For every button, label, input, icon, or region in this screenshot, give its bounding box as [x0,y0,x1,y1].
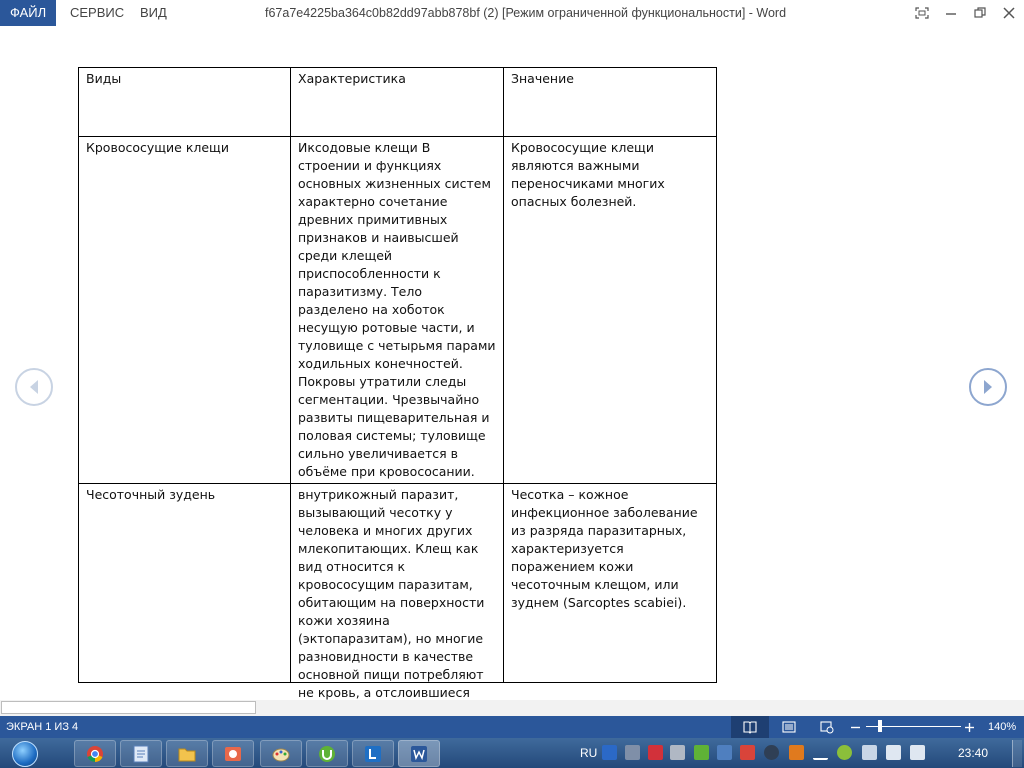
taskbar-lync[interactable] [352,740,394,767]
menu-file[interactable]: ФАЙЛ [0,0,56,26]
tray-tools-icon[interactable] [717,745,732,760]
start-button[interactable] [6,740,44,768]
zoom-out-button[interactable] [848,716,862,738]
volume-icon[interactable] [910,745,925,760]
window-title: f67a7e4225ba364c0b82dd97abb878bf (2) [Режим ограниченной функциональности] - Word [265,6,787,20]
tray-app2-icon[interactable] [789,745,804,760]
zoom-in-icon [965,723,974,732]
next-screen-icon [981,379,995,395]
folder-icon [178,746,196,762]
tray-app-icon[interactable] [670,745,685,760]
utorrent-icon [318,745,336,763]
clock[interactable]: 23:40 [958,746,989,760]
chrome-icon [86,745,104,763]
read-mode-button[interactable] [731,716,769,738]
word-icon [410,745,428,763]
taskbar-word[interactable] [398,740,440,767]
web-layout-icon [820,721,834,733]
menu-service[interactable]: СЕРВИС [70,5,125,20]
update-icon[interactable] [837,745,852,760]
taskbar-media[interactable] [212,740,254,767]
document-page[interactable] [0,26,1024,700]
minimize-icon [945,7,957,19]
shield-icon[interactable] [740,745,755,760]
document-app-icon [133,745,149,763]
taskbar-chrome[interactable] [74,740,116,767]
cell-description[interactable]: Иксодовые клещи В строении и функциях основных жизненных систем характерно сочетание древних примитивных признаков и наивысшей среди клещей приспособленности к паразитизму. Тело разделено на хоботок несущую ротовые части, и туловище с четырьмя парами ходильных конечностей. Покровы утратили следы сегментации. Чрезвычайно развиты пищеварительная и половая системы; туловище сильно увеличивается в объёме при кровососании. [291,137,504,484]
print-layout-icon [782,721,796,733]
taskbar-writer[interactable] [120,740,162,767]
cell-kind[interactable]: Кровососущие клещи [79,137,291,484]
paint-icon [272,745,290,763]
windows-logo-icon [12,741,38,767]
show-desktop-button[interactable] [1012,740,1022,767]
cell-significance[interactable]: Чесотка – кожное инфекционное заболевание из разряда паразитарных, характеризуется поражением кожи чесоточным клещом, или зуднем (Sarcoptes scabiei). [504,484,717,683]
zoom-in-button[interactable] [962,716,976,738]
web-layout-button[interactable] [808,716,846,738]
tray-utorrent-icon[interactable] [694,745,709,760]
species-table [78,67,717,700]
prev-screen-button[interactable] [15,368,53,406]
keyboard-icon[interactable] [625,745,640,760]
title-bar [0,0,1024,26]
table-header-row [79,68,717,137]
help-icon[interactable] [602,745,617,760]
header-cell-significance[interactable]: Значение [504,68,717,137]
next-screen-button[interactable] [969,368,1007,406]
taskbar-utorrent[interactable] [306,740,348,767]
read-mode-icon [743,721,757,733]
print-layout-button[interactable] [770,716,808,738]
zoom-out-icon [851,723,860,732]
taskbar-explorer[interactable] [166,740,208,767]
steam-icon[interactable] [764,745,779,760]
header-cell-kinds[interactable]: Виды [79,68,291,137]
network-signal-icon[interactable] [813,745,828,760]
minimize-button[interactable] [937,0,965,26]
battery-icon[interactable] [886,745,901,760]
flag-icon[interactable] [862,745,877,760]
antivirus-icon[interactable] [648,745,663,760]
screen-counter: ЭКРАН 1 ИЗ 4 [6,721,79,733]
lync-icon [364,745,382,763]
fullscreen-button[interactable] [908,0,936,26]
prev-screen-icon [27,379,41,395]
media-player-icon [224,745,242,763]
zoom-percentage[interactable]: 140% [988,721,1017,733]
cell-description: внутрикожный паразит, вызывающий чесотку у человека и многих других млекопитающих. Клещ как вид относится к кровососущим паразитам, обитающим на поверхности кожи хозяина (эктопаразитам), но многие разновидности в качестве основной пищи потребляют не кровь, а отслоившиеся [298,487,485,700]
cell-kind[interactable]: Чесоточный зудень [79,484,291,683]
status-bar [0,716,1024,738]
horizontal-scrollbar[interactable] [0,700,1024,716]
taskbar-paint[interactable] [260,740,302,767]
menu-view[interactable]: ВИД [140,5,167,20]
restore-button[interactable] [966,0,994,26]
scrollbar-thumb[interactable] [1,701,256,714]
cell-significance[interactable]: Кровососущие клещи являются важными переносчиками многих опасных болезней. [504,137,717,484]
restore-icon [974,7,986,19]
language-indicator[interactable]: RU [580,746,598,760]
table-row [79,137,717,484]
close-icon [1003,7,1015,19]
fullscreen-icon [915,7,929,19]
cell-description-wrapper[interactable] [291,484,504,700]
close-button[interactable] [995,0,1023,26]
zoom-slider-thumb[interactable] [878,720,882,732]
table-row [79,484,717,683]
header-cell-characteristic[interactable]: Характеристика [291,68,504,137]
